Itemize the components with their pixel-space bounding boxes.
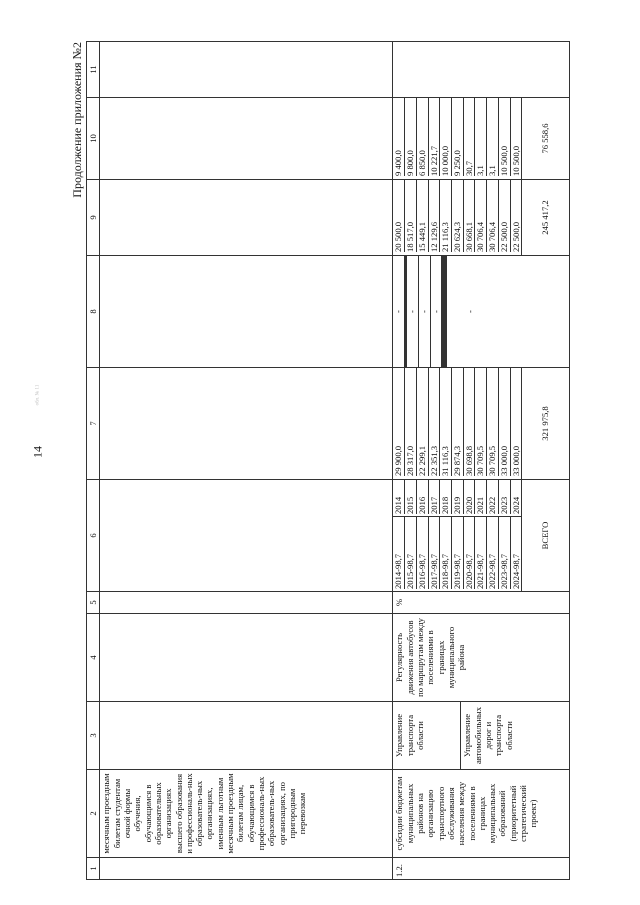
target-value: 2018-98,7 bbox=[440, 517, 452, 589]
col9-value: 30 668,1 bbox=[464, 180, 476, 252]
total-col7: 321 975,8 bbox=[521, 368, 568, 479]
col9-value: 20 624,3 bbox=[452, 180, 464, 252]
col8-value: - bbox=[407, 256, 419, 367]
executor-2: Управление автомобильных дорог и транспорта области bbox=[462, 706, 514, 765]
target-value: 2015-98,7 bbox=[405, 517, 417, 589]
col10-cell bbox=[393, 98, 569, 180]
col7-value: 29 900,0 bbox=[393, 368, 405, 476]
year: 2018 bbox=[440, 480, 452, 514]
col8-value: - bbox=[393, 256, 405, 367]
total-col8: - bbox=[446, 256, 493, 367]
col7-value: 22 351,3 bbox=[429, 368, 441, 476]
target-value: 2024-98,7 bbox=[510, 553, 521, 589]
col7-value: 33 000,0 bbox=[510, 445, 521, 476]
col7-value: 22 299,1 bbox=[417, 368, 429, 476]
col9-value: 30 706,4 bbox=[475, 180, 487, 252]
header-row bbox=[87, 42, 100, 880]
total-col9: 245 417,2 bbox=[521, 180, 568, 255]
col7-value: 29 874,3 bbox=[452, 368, 464, 476]
col7-value: 31 116,3 bbox=[440, 368, 452, 476]
col-header: 4 bbox=[87, 614, 100, 702]
col7-value: 30 709,5 bbox=[487, 368, 499, 476]
col7-value: 30 698,8 bbox=[464, 368, 476, 476]
table-row-prev bbox=[100, 42, 393, 880]
col9-value: 15 449,1 bbox=[417, 180, 429, 252]
col9-value: 18 517,0 bbox=[405, 180, 417, 252]
year: 2021 bbox=[475, 480, 487, 514]
target-value: 2016-98,7 bbox=[417, 517, 429, 589]
total-col10: 76 558,6 bbox=[521, 98, 568, 179]
page-number: 14 bbox=[30, 446, 45, 458]
col10-value: 10 500,0 bbox=[499, 98, 511, 176]
col7-value: 33 000,0 bbox=[499, 368, 511, 476]
continuation-title: Продолжение приложения №2 bbox=[70, 42, 84, 198]
target-value: 2017-98,7 bbox=[429, 517, 441, 589]
col-header: 7 bbox=[87, 368, 100, 480]
col-header: 9 bbox=[87, 180, 100, 256]
year: 2023 bbox=[499, 480, 511, 514]
col-header: 1 bbox=[87, 858, 100, 880]
col10-value: 10 000,0 bbox=[440, 98, 452, 176]
col8-value: - bbox=[431, 256, 443, 367]
col7-value: 30 709,5 bbox=[475, 368, 487, 476]
program-table bbox=[86, 41, 570, 880]
indicator: Регулярность движения автобусов по маршрутам между поселениями в границах муниципального района bbox=[393, 614, 569, 702]
row-number: 1.2. bbox=[393, 858, 569, 880]
col9-value: 22 500,0 bbox=[499, 180, 511, 252]
col10-value: 10 500,0 bbox=[510, 145, 521, 176]
year: 2016 bbox=[417, 480, 429, 514]
col9-value: 21 116,3 bbox=[440, 180, 452, 252]
col10-value: 6 850,0 bbox=[417, 98, 429, 176]
col-header: 8 bbox=[87, 256, 100, 368]
year: 2014 bbox=[393, 480, 405, 514]
col7-value: 28 317,0 bbox=[405, 368, 417, 476]
year: 2020 bbox=[464, 480, 476, 514]
targets-cell bbox=[393, 480, 569, 592]
executor-1: Управление транспорта области bbox=[393, 702, 461, 769]
col9-value: 30 706,4 bbox=[487, 180, 499, 252]
col9-value: 12 129,6 bbox=[429, 180, 441, 252]
col10-value: 10 221,7 bbox=[429, 98, 441, 176]
target-value: 2022-98,7 bbox=[487, 517, 499, 589]
col10-value: 3,1 bbox=[475, 98, 487, 176]
year: 2019 bbox=[452, 480, 464, 514]
col8-value: - bbox=[419, 256, 431, 367]
table-row-1-2 bbox=[393, 42, 569, 880]
col10-value: 9 250,0 bbox=[452, 98, 464, 176]
row-name: месячным проездным билетам студентам очной формы обучения, обучающимся в образовательных организациях высшего образования и профессиональ-ных образователь-ных организациях, именным льготным месячным проездным билетам лицам, обучающимся в профессиональ-ных образователь-ных организациях, по пригородным перевозкам bbox=[100, 770, 393, 858]
executor-cell bbox=[393, 702, 569, 770]
rotated-table-page bbox=[70, 42, 634, 880]
col-header: 2 bbox=[87, 770, 100, 858]
year: 2015 bbox=[405, 480, 417, 514]
unit: % bbox=[393, 592, 569, 614]
target-value: 2023-98,7 bbox=[499, 517, 511, 589]
col-header: 10 bbox=[87, 98, 100, 180]
year: 2024 bbox=[510, 496, 521, 514]
col10-value: 3,1 bbox=[487, 98, 499, 176]
row-name: субсидии бюджетам муниципальных районов на организацию транспортного обслуживания населения между поселениями в границах муниципальных образований (приоритетный стратегический проект) bbox=[393, 770, 569, 858]
total-label: ВСЕГО bbox=[521, 480, 568, 591]
col10-value: 30,7 bbox=[464, 98, 476, 176]
target-value: 2021-98,7 bbox=[475, 517, 487, 589]
target-value: 2014-98,7 bbox=[393, 517, 405, 589]
year: 2022 bbox=[487, 480, 499, 514]
col7-cell bbox=[393, 368, 569, 480]
col10-value: 9 800,0 bbox=[405, 98, 417, 176]
col9-value: 22 500,0 bbox=[510, 221, 521, 252]
col9-cell bbox=[393, 180, 569, 256]
target-value: 2019-98,7 bbox=[452, 517, 464, 589]
col-header: 3 bbox=[87, 702, 100, 770]
col-header: 5 bbox=[87, 592, 100, 614]
col-header: 11 bbox=[87, 42, 100, 98]
col-header: 6 bbox=[87, 480, 100, 592]
col8-cell bbox=[393, 256, 569, 368]
col9-value: 20 500,0 bbox=[393, 180, 405, 252]
target-value: 2020-98,7 bbox=[464, 517, 476, 589]
year: 2017 bbox=[429, 480, 441, 514]
archive-stamp: обл. № 11 bbox=[35, 384, 41, 406]
col10-value: 9 400,0 bbox=[393, 98, 405, 176]
